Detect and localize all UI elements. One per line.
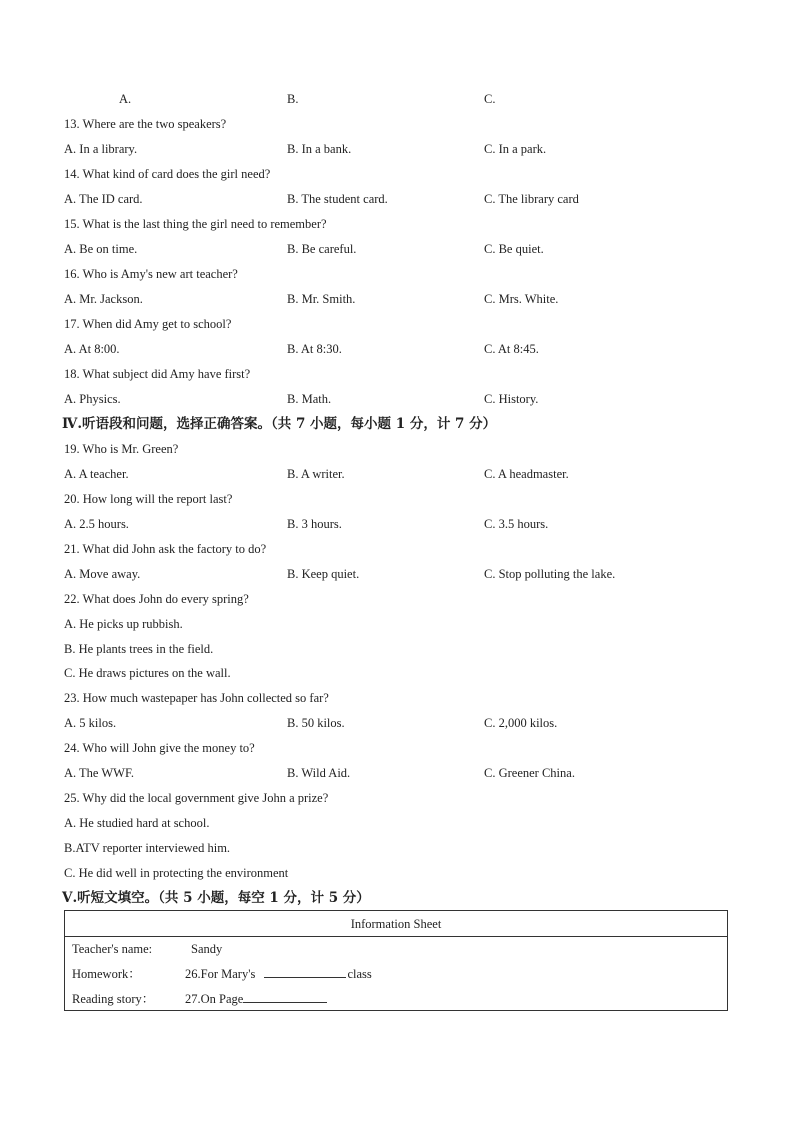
option-b[interactable]: B. Math. [287, 392, 332, 406]
question-14: 14. What kind of card does the girl need? [64, 167, 271, 181]
option-c[interactable]: C. Stop polluting the lake. [484, 567, 616, 581]
question-21: 21. What did John ask the factory to do? [64, 542, 267, 556]
option-c[interactable]: C. Mrs. White. [484, 292, 559, 306]
teacher-name-value: Sandy [191, 942, 223, 956]
option-a[interactable]: A. He picks up rubbish. [64, 617, 183, 631]
section-4-heading: Ⅳ.听语段和问题，选择正确答案。（共 7 小题，每小题 1 分，计 7 分） [62, 416, 497, 432]
option-c[interactable]: C. In a park. [484, 142, 547, 156]
option-a[interactable]: A. Physics. [64, 392, 121, 406]
information-sheet-title: Information Sheet [65, 911, 727, 937]
question-20: 20. How long will the report last? [64, 492, 233, 506]
reading-story-prefix: 27.On Page [185, 992, 244, 1006]
option-c[interactable]: C. 2,000 kilos. [484, 716, 558, 730]
question-18: 18. What subject did Amy have first? [64, 367, 251, 381]
option-b[interactable]: B. Be careful. [287, 242, 357, 256]
option-b[interactable]: B. At 8:30. [287, 342, 342, 356]
option-c[interactable]: C. He draws pictures on the wall. [64, 666, 231, 680]
option-b-label: B. [287, 92, 299, 106]
option-a[interactable]: A. Move away. [64, 567, 141, 581]
option-c[interactable]: C. 3.5 hours. [484, 517, 549, 531]
reading-story-label: Reading story： [72, 992, 155, 1006]
option-c[interactable]: C. The library card [484, 192, 579, 206]
answer-blank-26[interactable] [264, 965, 346, 978]
option-a[interactable]: A. 2.5 hours. [64, 517, 129, 531]
option-a[interactable]: A. In a library. [64, 142, 138, 156]
option-a[interactable]: A. The WWF. [64, 766, 135, 780]
teacher-name-label: Teacher's name: [72, 942, 153, 956]
option-c[interactable]: C. A headmaster. [484, 467, 569, 481]
section-5-heading: Ⅴ.听短文填空。（共 5 小题，每空 1 分，计 5 分） [62, 890, 370, 906]
option-c[interactable]: C. Be quiet. [484, 242, 544, 256]
homework-value [185, 965, 372, 983]
question-22: 22. What does John do every spring? [64, 592, 249, 606]
option-b[interactable]: B.ATV reporter interviewed him. [64, 841, 231, 855]
option-a-label: A. [119, 92, 132, 106]
option-a[interactable]: A. Mr. Jackson. [64, 292, 143, 306]
option-b[interactable]: B. A writer. [287, 467, 345, 481]
option-c-label: C. [484, 92, 496, 106]
question-17: 17. When did Amy get to school? [64, 317, 232, 331]
question-19: 19. Who is Mr. Green? [64, 442, 179, 456]
option-a[interactable]: A. He studied hard at school. [64, 816, 210, 830]
question-25: 25. Why did the local government give John a prize? [64, 791, 329, 805]
option-b[interactable]: B. He plants trees in the field. [64, 642, 214, 656]
question-23: 23. How much wastepaper has John collected so far? [64, 691, 329, 705]
homework-prefix: 26.For Mary's [185, 967, 256, 981]
question-24: 24. Who will John give the money to? [64, 741, 255, 755]
option-b[interactable]: B. Wild Aid. [287, 766, 351, 780]
option-a[interactable]: A. The ID card. [64, 192, 143, 206]
option-c[interactable]: C. Greener China. [484, 766, 575, 780]
option-b[interactable]: B. In a bank. [287, 142, 352, 156]
homework-label: Homework： [72, 967, 141, 981]
reading-story-value [185, 990, 327, 1008]
question-16: 16. Who is Amy's new art teacher? [64, 267, 238, 281]
homework-suffix: class [347, 967, 372, 981]
option-c[interactable]: C. At 8:45. [484, 342, 539, 356]
answer-blank-27[interactable] [243, 990, 327, 1003]
option-a[interactable]: A. 5 kilos. [64, 716, 117, 730]
option-b[interactable]: B. 3 hours. [287, 517, 342, 531]
option-b[interactable]: B. 50 kilos. [287, 716, 345, 730]
option-b[interactable]: B. Mr. Smith. [287, 292, 356, 306]
question-13: 13. Where are the two speakers? [64, 117, 227, 131]
option-a[interactable]: A. Be on time. [64, 242, 138, 256]
question-15: 15. What is the last thing the girl need to remember? [64, 217, 327, 231]
option-c[interactable]: C. History. [484, 392, 539, 406]
option-c[interactable]: C. He did well in protecting the environment [64, 866, 289, 880]
option-b[interactable]: B. The student card. [287, 192, 388, 206]
information-sheet [64, 910, 728, 1011]
option-a[interactable]: A. A teacher. [64, 467, 129, 481]
option-a[interactable]: A. At 8:00. [64, 342, 120, 356]
option-b[interactable]: B. Keep quiet. [287, 567, 360, 581]
